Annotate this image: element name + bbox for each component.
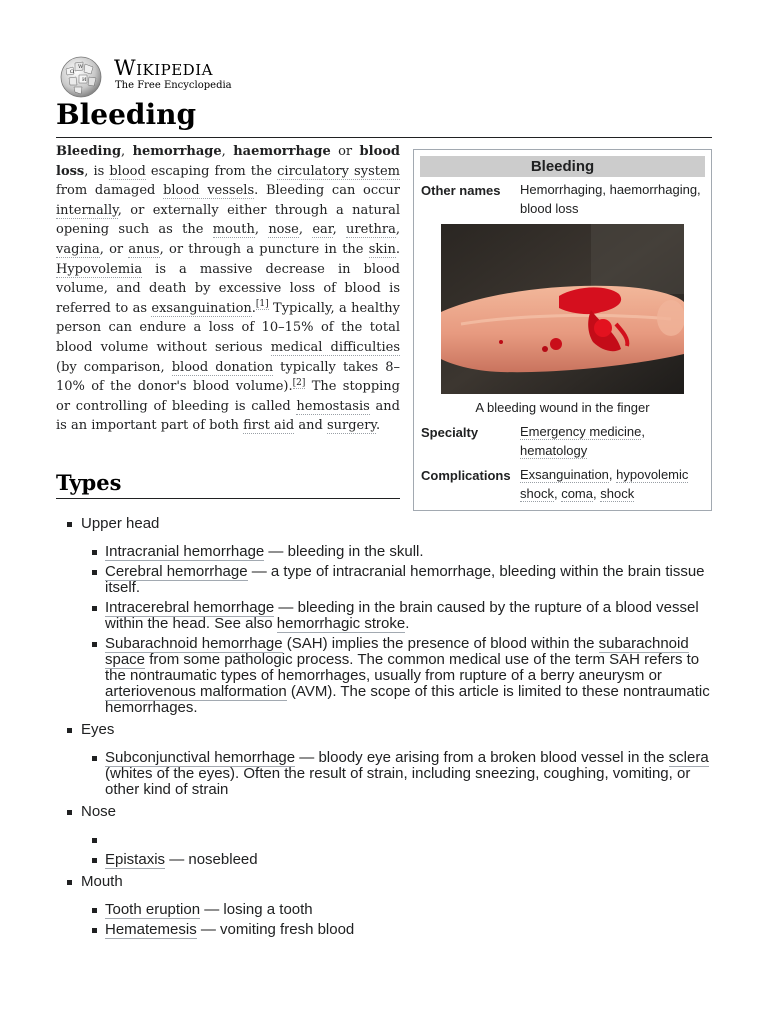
link-hypovolemia[interactable]: Hypovolemia bbox=[56, 261, 143, 277]
list-item bbox=[81, 852, 712, 868]
infobox-image-caption: A bleeding wound in the finger bbox=[475, 400, 650, 415]
reference-1[interactable]: [1] bbox=[255, 299, 269, 310]
link-first-aid[interactable]: first aid bbox=[243, 418, 295, 434]
bullet bbox=[67, 728, 72, 733]
lead-text: , bbox=[221, 144, 234, 159]
item-text: — bleeding in the brain caused by the rupture of a blood vessel within the head. See also bbox=[105, 599, 699, 632]
list-item bbox=[81, 544, 712, 560]
item-text: — bloody eye arising from a broken blood vessel in the bbox=[295, 749, 669, 766]
lead-text: , is bbox=[84, 163, 110, 179]
site-wordmark[interactable]: Wikipedia bbox=[114, 56, 213, 80]
lead-text: , bbox=[254, 222, 269, 238]
link-vagina[interactable]: vagina bbox=[56, 241, 100, 257]
link-cerebral-hemorrhage[interactable]: Cerebral hemorrhage bbox=[105, 563, 248, 580]
link-shock[interactable]: shock bbox=[600, 486, 635, 501]
wikipedia-globe-icon[interactable] bbox=[56, 54, 106, 98]
link-blood-donation[interactable]: blood donation bbox=[171, 359, 274, 375]
page-title: Bleeding bbox=[56, 97, 712, 138]
bullet bbox=[92, 606, 97, 611]
lead-text: typically takes 8–10% of the donor's blood volume). bbox=[56, 359, 400, 395]
lead-text: from damaged bbox=[56, 183, 164, 199]
lead-text: , or externally either through a natural opening such as the bbox=[56, 202, 400, 238]
link-sclera[interactable]: sclera bbox=[668, 749, 709, 766]
type-category-nose bbox=[56, 804, 712, 868]
link-emergency-medicine[interactable]: Emergency medicine bbox=[520, 424, 642, 439]
lead-text: . Bleeding can occur bbox=[254, 183, 400, 199]
link-blood[interactable]: blood bbox=[109, 163, 146, 179]
link-medical-difficulties[interactable]: medical difficulties bbox=[270, 339, 400, 355]
category-label: Upper head bbox=[81, 515, 160, 532]
bullet bbox=[92, 858, 97, 863]
lead-text: , or bbox=[99, 241, 129, 257]
link-anus[interactable]: anus bbox=[128, 241, 160, 257]
link-mouth[interactable]: mouth bbox=[212, 222, 255, 238]
lead-text: , bbox=[298, 222, 313, 238]
link-ear[interactable]: ear bbox=[312, 222, 333, 238]
lead-text: , or through a puncture in the bbox=[159, 241, 369, 257]
lead-text: Typically, a healthy person can endure a loss of 10–15% of the total blood volume without serious bbox=[56, 300, 400, 355]
item-text: — nosebleed bbox=[165, 851, 258, 868]
section-heading-types: Types bbox=[56, 468, 400, 499]
type-category-upper-head bbox=[56, 516, 712, 716]
link-coma[interactable]: coma bbox=[561, 486, 593, 501]
lead-text: , bbox=[121, 144, 133, 159]
list-item bbox=[81, 922, 712, 938]
lead-text: . bbox=[251, 300, 256, 316]
item-text: (whites of the eyes). Often the result of strain, including sneezing, coughing, vomiting, or other kind of strain bbox=[105, 765, 691, 798]
lead-text: (by comparison, bbox=[56, 359, 172, 375]
link-nose[interactable]: nose bbox=[268, 222, 299, 238]
bullet bbox=[67, 810, 72, 815]
link-circulatory-system[interactable]: circulatory system bbox=[277, 163, 400, 179]
lead-text: or bbox=[330, 144, 360, 159]
item-text: — vomiting fresh blood bbox=[196, 921, 355, 938]
link-blood-vessels[interactable]: blood vessels bbox=[163, 183, 255, 199]
lead-term: haemorrhage bbox=[233, 144, 331, 159]
bullet bbox=[92, 642, 97, 647]
lead-text: escaping from the bbox=[145, 163, 278, 179]
item-text: — losing a tooth bbox=[200, 901, 313, 918]
lead-text: and is an important part of both bbox=[56, 398, 401, 434]
site-tagline: The Free Encyclopedia bbox=[115, 80, 232, 91]
separator: , bbox=[641, 424, 646, 439]
category-label: Nose bbox=[81, 803, 117, 820]
type-category-mouth bbox=[56, 874, 712, 938]
svg-text:Ω: Ω bbox=[70, 69, 75, 75]
bleeding-finger-image[interactable] bbox=[441, 224, 684, 394]
link-hemorrhagic-stroke[interactable]: hemorrhagic stroke bbox=[276, 615, 406, 632]
lead-text: is a massive decrease in blood volume, and death by excessive loss of blood is referred to as bbox=[56, 261, 400, 316]
lead-text: The stopping or controlling of bleeding is called bbox=[56, 379, 400, 414]
link-hematemesis[interactable]: Hematemesis bbox=[105, 921, 197, 938]
bullet bbox=[67, 522, 72, 527]
lead-text: , bbox=[332, 222, 347, 238]
bullet bbox=[92, 838, 97, 843]
link-internally[interactable]: internally bbox=[56, 202, 118, 218]
bullet bbox=[67, 880, 72, 885]
link-exsanguination[interactable]: exsanguination bbox=[151, 300, 252, 316]
item-text: . bbox=[405, 615, 410, 632]
link-hematology[interactable]: hematology bbox=[520, 443, 588, 458]
lead-term: Bleeding bbox=[56, 144, 122, 159]
link-intracranial-hemorrhage[interactable]: Intracranial hemorrhage bbox=[105, 543, 265, 560]
link-subconjunctival-hemorrhage[interactable]: Subconjunctival hemorrhage bbox=[105, 749, 296, 766]
svg-text:И: И bbox=[82, 77, 87, 83]
link-tooth-eruption[interactable]: Tooth eruption bbox=[105, 901, 201, 918]
infobox-value-complications bbox=[520, 465, 706, 503]
site-header bbox=[56, 52, 316, 98]
infobox-title: Bleeding bbox=[420, 156, 705, 177]
list-item-empty bbox=[81, 832, 712, 848]
link-skin[interactable]: skin bbox=[368, 241, 396, 257]
type-category-eyes bbox=[56, 722, 712, 798]
separator: , bbox=[553, 486, 562, 501]
reference-2[interactable]: [2] bbox=[292, 377, 306, 388]
link-exsanguination-infobox[interactable]: Exsanguination bbox=[520, 467, 609, 482]
infobox-value-specialty bbox=[520, 422, 706, 460]
infobox-label-other-names: Other names bbox=[421, 183, 501, 198]
lead-text: , bbox=[395, 222, 401, 238]
link-hypovolemic-shock[interactable]: hypovolemic shock bbox=[520, 467, 689, 501]
lead-text: . bbox=[395, 241, 400, 257]
list-item bbox=[81, 600, 712, 632]
infobox-label-complications: Complications bbox=[421, 468, 511, 483]
category-label: Mouth bbox=[81, 873, 123, 890]
list-item bbox=[81, 636, 712, 716]
infobox-label-specialty: Specialty bbox=[421, 425, 479, 440]
list-item bbox=[81, 564, 712, 596]
separator: , bbox=[608, 467, 617, 482]
link-subarachnoid-space[interactable]: subarachnoid space bbox=[105, 635, 689, 668]
list-item bbox=[81, 902, 712, 918]
infobox bbox=[413, 149, 712, 511]
lead-term: hemorrhage bbox=[132, 144, 222, 159]
lead-paragraph bbox=[56, 142, 400, 436]
link-epistaxis[interactable]: Epistaxis bbox=[105, 851, 166, 868]
item-text: from some pathologic process. The common medical use of the term SAH refers to the nontraumatic types of hemorrhages, usually from rupture of a berry aneurysm or bbox=[105, 651, 700, 684]
item-text: (SAH) implies the presence of blood within the bbox=[282, 635, 599, 652]
bullet bbox=[92, 908, 97, 913]
lead-text: and bbox=[294, 418, 327, 434]
svg-text:W: W bbox=[78, 64, 84, 70]
infobox-value-other-names: Hemorrhaging, haemorrhaging, blood loss bbox=[520, 182, 701, 216]
link-arteriovenous-malformation[interactable]: arteriovenous malformation bbox=[105, 683, 287, 700]
item-text: — a type of intracranial hemorrhage, bleeding within the brain tissue itself. bbox=[105, 563, 705, 596]
lead-term: blood loss bbox=[56, 144, 401, 179]
types-list bbox=[56, 516, 712, 944]
item-text: (AVM). The scope of this article is limited to these nontraumatic hemorrhages. bbox=[105, 683, 710, 716]
bullet bbox=[92, 756, 97, 761]
link-hemostasis[interactable]: hemostasis bbox=[296, 398, 370, 414]
bullet bbox=[92, 550, 97, 555]
bullet bbox=[92, 928, 97, 933]
link-surgery[interactable]: surgery bbox=[326, 418, 377, 434]
separator: , bbox=[593, 486, 601, 501]
lead-text: . bbox=[376, 418, 381, 434]
item-text: — bleeding in the skull. bbox=[264, 543, 424, 560]
link-intracerebral-hemorrhage[interactable]: Intracerebral hemorrhage bbox=[105, 599, 275, 616]
link-subarachnoid-hemorrhage[interactable]: Subarachnoid hemorrhage bbox=[105, 635, 283, 652]
bullet bbox=[92, 570, 97, 575]
link-urethra[interactable]: urethra bbox=[346, 222, 396, 238]
list-item bbox=[81, 750, 712, 798]
category-label: Eyes bbox=[81, 721, 115, 738]
